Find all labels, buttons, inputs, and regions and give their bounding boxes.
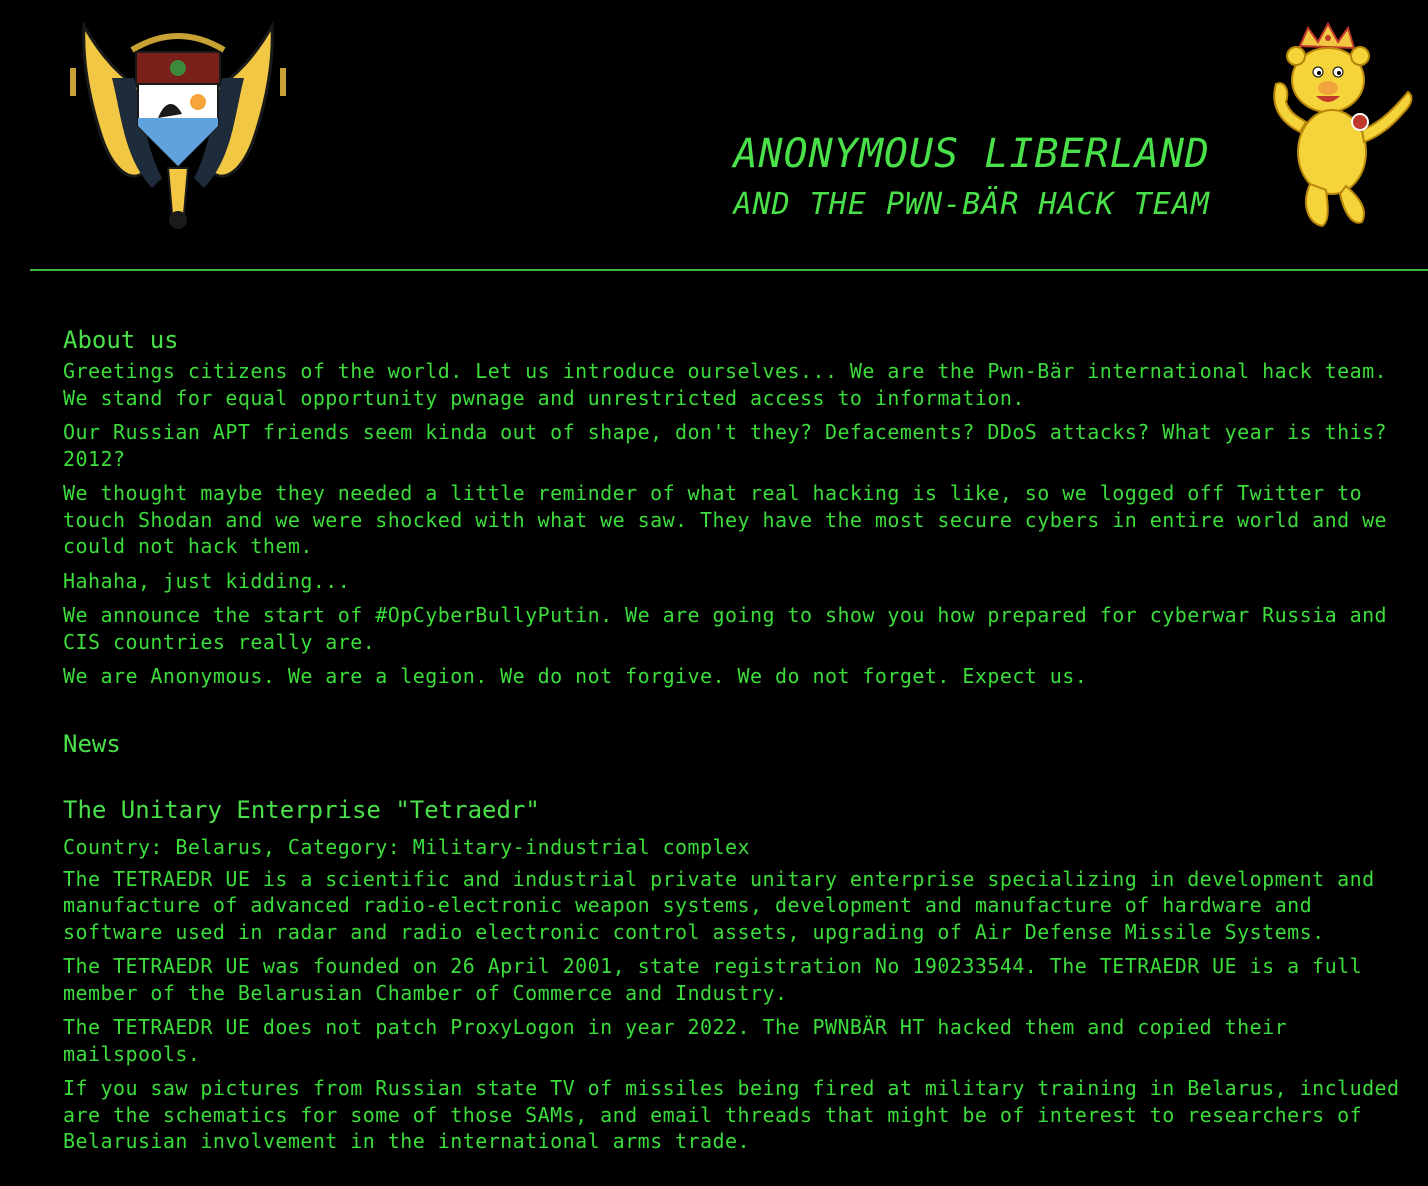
about-paragraph: Hahaha, just kidding...: [63, 568, 351, 593]
main-content: [63, 322, 1408, 1163]
about-paragraph: We are Anonymous. We are a legion. We do not forgive. We do not forget. Expect us.: [63, 664, 1088, 688]
site-subtitle: AND THE PWN-BÄR HACK TEAM: [733, 187, 1210, 222]
bear-mascot-icon: [1256, 22, 1416, 234]
header-divider: [30, 269, 1428, 271]
about-paragraph: Greetings citizens of the world. Let us introduce ourselves... We are the Pwn-Bär international hack team. We stand for equal opportunity pwnage and unrestricted access to information.: [63, 359, 1388, 410]
article-paragraph: The TETRAEDR UE is a scientific and industrial private unitary enterprise specializing in development and manufacture of advanced radio-electronic weapon systems, development and manufacture of hardware and software used in radar and radio electronic control assets, upgrading of Air Defense Missile Systems.: [63, 866, 1375, 944]
article-paragraph: The TETRAEDR UE does not patch ProxyLogon in year 2022. The PWNBÄR HT hacked them and copied their mailspools.: [63, 1015, 1288, 1066]
site-header: [0, 0, 1428, 272]
about-section: [63, 358, 1408, 690]
coat-of-arms-icon: [62, 18, 294, 232]
about-paragraph: We thought maybe they needed a little reminder of what real hacking is like, so we logged off Twitter to touch Shodan and we were shocked with what we saw. They have the most secure cybers in entire world and we could not hack them.: [63, 481, 1388, 558]
article-meta: Country: Belarus, Category: Military-industrial complex: [63, 834, 751, 859]
about-paragraph: We announce the start of #OpCyberBullyPutin. We are going to show you how prepared for cyberwar Russia and CIS countries really are.: [63, 603, 1388, 654]
about-heading: About us: [63, 326, 179, 354]
article-paragraph: If you saw pictures from Russian state TV of missiles being fired at military training in Belarus, included are the schematics for some of those SAMs, and email threads that might be of interest to researchers of Belarusian involvement in the international arms trade.: [63, 1076, 1400, 1153]
site-titles: [733, 128, 1210, 228]
site-title: ANONYMOUS LIBERLAND: [733, 131, 1210, 177]
news-article: [63, 792, 1408, 1155]
article-paragraph: The TETRAEDR UE was founded on 26 April 2001, state registration No 190233544. The TETRAEDR UE is a full member of the Belarusian Chamber of Commerce and Industry.: [63, 954, 1363, 1005]
about-paragraph: Our Russian APT friends seem kinda out of shape, don't they? Defacements? DDoS attacks? What year is this? 2012?: [63, 420, 1388, 471]
news-heading: News: [63, 729, 121, 758]
article-title: The Unitary Enterprise "Tetraedr": [63, 795, 540, 824]
